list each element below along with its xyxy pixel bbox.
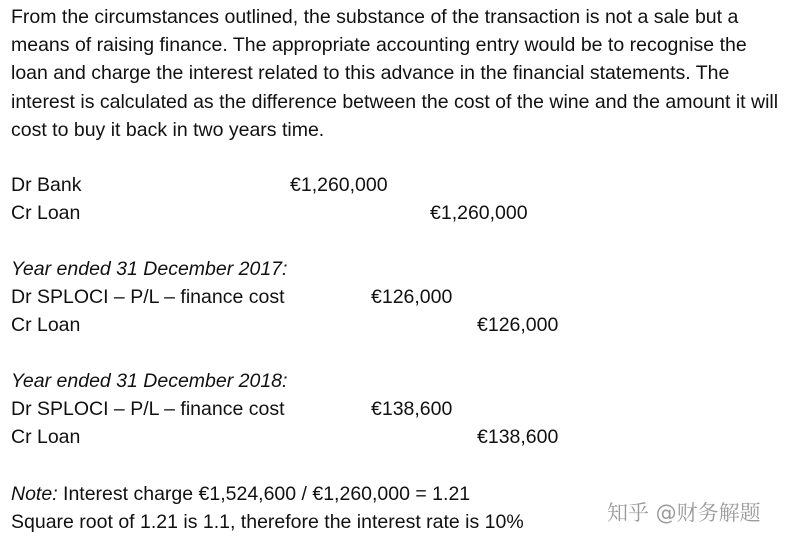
note-text: Interest charge €1,524,600 / €1,260,000 = 1.21	[57, 483, 471, 505]
note-line-1	[11, 480, 470, 508]
note-label: Note:	[11, 483, 58, 505]
entry2-credit-amount: €126,000	[477, 314, 559, 336]
entry2-debit-label: Dr SPLOCI – P/L – finance cost	[11, 286, 285, 308]
entry3-heading: Year ended 31 December 2018:	[11, 370, 288, 392]
entry3-credit-label: Cr Loan	[11, 426, 81, 448]
watermark: 知乎 @财务解题	[607, 501, 761, 525]
note-line-2: Square root of 1.21 is 1.1, therefore the interest rate is 10%	[11, 511, 524, 533]
entry2-credit-label: Cr Loan	[11, 314, 81, 336]
entry1-credit-label: Cr Loan	[11, 202, 81, 224]
entry3-credit-amount: €138,600	[477, 426, 559, 448]
entry3-debit-amount: €138,600	[371, 398, 453, 420]
entry2-heading: Year ended 31 December 2017:	[11, 258, 288, 280]
entry1-credit-amount: €1,260,000	[430, 202, 528, 224]
entry3-debit-label: Dr SPLOCI – P/L – finance cost	[11, 398, 285, 420]
entry1-debit-label: Dr Bank	[11, 174, 82, 196]
entry1-debit-amount: €1,260,000	[290, 174, 388, 196]
intro-paragraph: From the circumstances outlined, the substance of the transaction is not a sale but a means of raising finance. The appropriate accounting entry would be to recognise the loan and charge the interest related to this advance in the financial statements. The interest is calculated as the difference between the cost of the wine and the amount it will cost to buy it back in two years time.	[11, 6, 779, 141]
entry2-debit-amount: €126,000	[371, 286, 453, 308]
